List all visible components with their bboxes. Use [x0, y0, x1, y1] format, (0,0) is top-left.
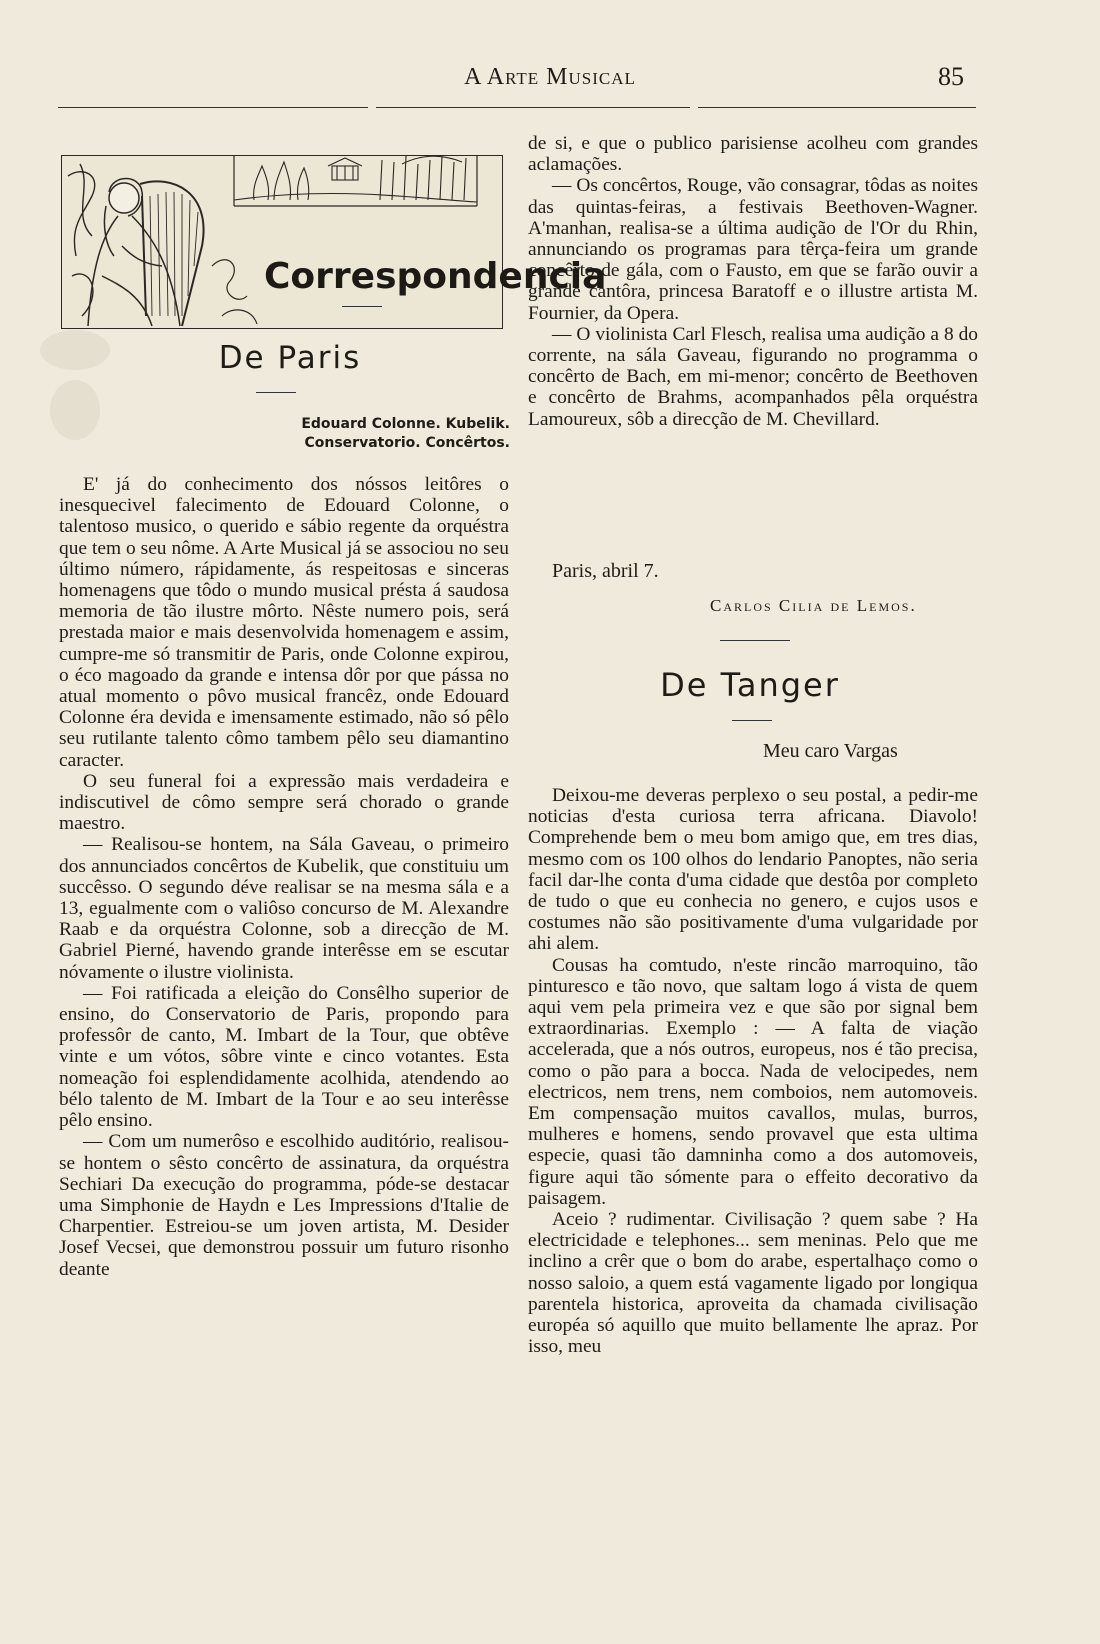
page-number: 85 — [938, 62, 964, 91]
tanger-heading: De Tanger — [660, 666, 840, 704]
harpist-illustration — [62, 156, 502, 328]
paris-rule — [256, 392, 296, 393]
paris-continuation-paragraph: — O violinista Carl Flesch, realisa uma audição a 8 do corrente, na sála Gaveau, figurando no programma o concêrto de Bach, em mi-menor; concêrto de Beethoven e concêrto de Brahms, acompanhados pêla orquéstra Lamoureux, sôb a direcção de M. Chevillard. — [528, 323, 978, 430]
paris-paragraph: E' já do conhecimento dos nóssos leitôres o inesquecivel falecimento de Edouard Colonne, o talentoso musico, o querido e sábio regente da orquéstra que tem o seu nôme. A Arte Musical já se associou no seu último número, rápidamente, ás respeitosas e sinceras homenagens que tôdo o mundo musical présta á saudosa memoria de tão ilustre môrto. Nêste numero pois, será prestada maior e mais desenvolvida homenagem e assim, cumpre-me só transmitir de Paris, onde Colonne expirou, o éco magoado da grande e intensa dôr por que pássa no atual momento o pôvo musical francêz, onde Edouard Colonne éra devida e imensamente estimado, não só pêlo seu rutilante talento cômo tambem pêlo seu diamantino caracter. — [59, 474, 509, 771]
running-title: A Arte Musical — [464, 64, 636, 90]
author-signature: Carlos Cilia de Lemos. — [710, 596, 917, 615]
paris-paragraph: — Foi ratificada a eleição do Consêlho superior de ensino, do Conservatorio de Paris, propondo para professôr de canto, M. Imbart de la Tour, que obtêve vinte e um vótos, sôbre vinte e cinco votantes. Esta nomeação foi esplendidamente acolhida, atendendo ao bélo talento de M. Imbart de la Tour e ao seu interêsse pêlo ensino. — [59, 982, 509, 1132]
paper-stain — [40, 330, 110, 370]
summary-line-2: Conservatorio. Concêrtos. — [304, 435, 510, 451]
paris-paragraph: — Com um numerôso e escolhido auditório, realisou-se hontem o sêsto concêrto de assinatura, da orquéstra Sechiari Da execução do programma, póde-se destacar uma Simphonie de Haydn e Les Impressions d'Italie de Charpentier. Estreiou-se um joven artista, M. Desider Josef Vecsei, que demonstrou possuir um futuro risonho deante — [59, 1131, 509, 1280]
paris-paragraph: O seu funeral foi a expressão mais verdadeira e indiscutivel de cômo sempre será chorado o grande maestro. — [59, 770, 509, 835]
title-rule — [342, 306, 382, 307]
signature-rule — [720, 640, 790, 641]
harpist-vignette — [61, 155, 503, 329]
paris-body — [59, 474, 509, 1280]
tanger-body — [528, 785, 978, 1357]
paris-continuation-paragraph: — Os concêrtos, Rouge, vão consagrar, tôdas as noites das quintas-feiras, a festivais Beethoven-Wagner. A'manhan, realisa-se a última audição de l'Or du Rhin, annunciando os programas para têrça-feira um grande concêrto de gála, com o Fausto, em que se farão ouvir a grande cantôra, princesa Baratoff e o illustre artista M. Fournier, da Opera. — [528, 175, 978, 324]
tanger-paragraph: Cousas ha comtudo, n'este rincão marroquino, tão pinturesco e tão novo, que saltam logo á vista de quem aqui vem pela primeira vez e que são por signal bem extraordinarias. Exemplo : — A falta de viação accelerada, que a nós outros, europeus, nos é tão precisa, como o pão para a bocca. Nada de velocipedes, nem electricos, nem trens, nem comboios, nem automoveis. Em compensação muitos cavallos, mulas, burros, mulheres e homens, sendo provavel que esta ultima especie, quasi tão damninha como a dos automoveis, figure aqui tão sómente para o effeito decorativo da paisagem. — [528, 954, 978, 1209]
header-rule-center — [376, 107, 690, 108]
paris-paragraph: — Realisou-se hontem, na Sála Gaveau, o primeiro dos annunciados concêrtos de Kubelik, que constituiu um succêsso. O segundo déve realisar se na mesma sála e a 13, egualmente com o valiôso concurso de M. Alexandre Raab e da orquéstra Colonne, sob a direcção de M. Gabriel Pierné, havendo grande interêsse em se escutar nóvamente o ilustre violinista. — [59, 834, 509, 983]
summary-line-1: Edouard Colonne. Kubelik. — [301, 416, 510, 432]
paris-heading: De Paris — [218, 340, 362, 376]
paper-stain — [50, 380, 100, 440]
tanger-paragraph: Deixou-me deveras perplexo o seu postal, a pedir-me noticias d'esta curiosa terra africana. Diavolo! Comprehende bem o meu bom amigo que, em tres dias, mesmo com os 100 olhos do lendario Panoptes, não seria facil dar-lhe conta d'uma cidade que destôa por completo de tudo o que eu conhecia no genero, e cujos usos e costumes não são positivamente d'uma vulgaridade por ahi alem. — [528, 785, 978, 955]
paris-continuation — [528, 133, 978, 430]
tanger-paragraph: Aceio ? rudimentar. Civilisação ? quem sabe ? Ha electricidade e telephones... sem meninas. Pelo que me inclino a crêr que o bom do arabe, espertalhaço como o nosso saloio, a quem está vagamente ligado por longiqua parentela historica, aproveita da chamada civilisação européa só aquillo que muito bellamente lhe apraz. Por isso, meu — [528, 1209, 978, 1358]
header-rule-left — [58, 107, 368, 108]
paris-continuation-paragraph: de si, e que o publico parisiense acolheu com grandes aclamações. — [528, 133, 978, 176]
section-title: Correspondencia — [264, 256, 607, 297]
paris-summary — [240, 415, 510, 453]
header-rule-right — [698, 107, 976, 108]
tanger-rule — [732, 720, 772, 721]
dateline: Paris, abril 7. — [552, 560, 659, 582]
salutation: Meu caro Vargas — [763, 740, 898, 762]
